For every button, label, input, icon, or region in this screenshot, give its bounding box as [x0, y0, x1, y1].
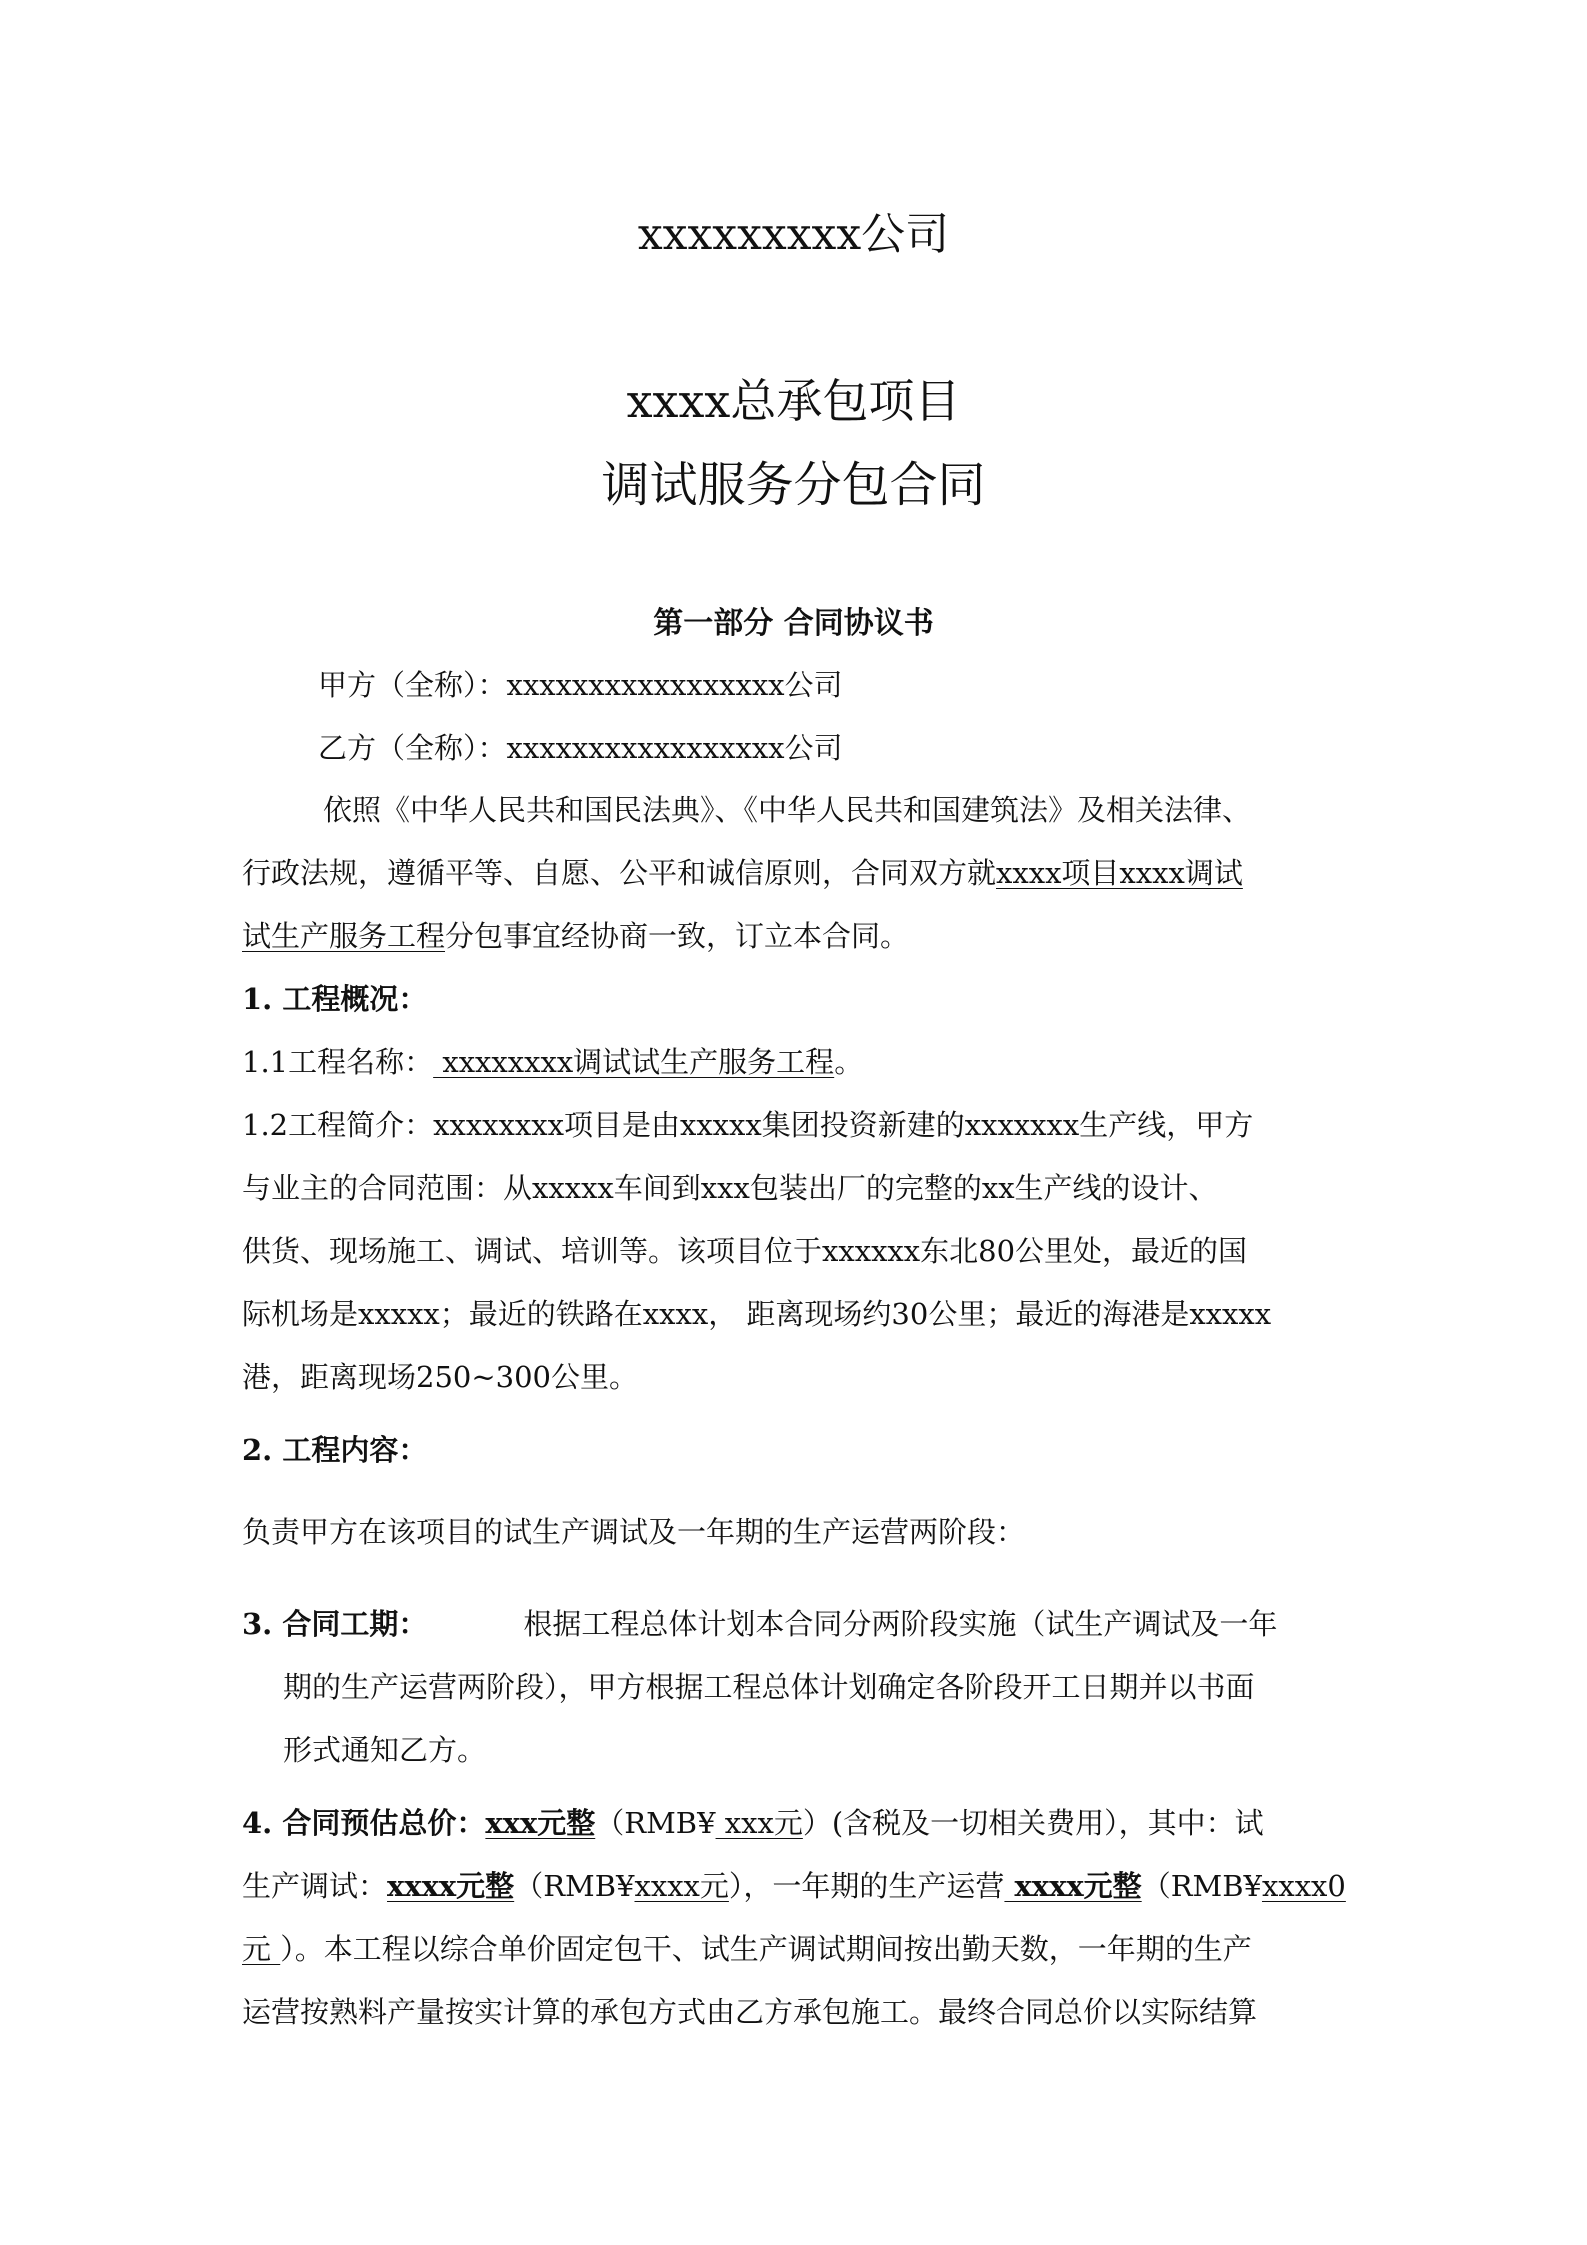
item-1-2-line: 与业主的合同范围：从xxxxx车间到xxx包装出厂的完整的xx生产线的设计、	[242, 1171, 1218, 1205]
item-1-2-line: 供货、现场施工、调试、培训等。该项目位于xxxxxx东北80公里处，最近的国	[242, 1234, 1248, 1268]
item-1-2-line: 港，距离现场250~300公里。	[242, 1360, 639, 1394]
item-1-1	[242, 1040, 863, 1084]
part-heading: 第一部分 合同协议书	[653, 606, 934, 641]
ops-price-amount: 元	[242, 1932, 281, 1966]
preamble-line-2	[242, 851, 1243, 895]
section-4-line-1	[242, 1801, 1264, 1845]
section-3-line-1	[242, 1602, 1277, 1646]
company-title: xxxxxxxxx公司	[637, 209, 950, 260]
project-name-value: xxxxxxxx调试试生产服务工程	[433, 1045, 835, 1079]
total-price-amount: xxx元	[715, 1806, 803, 1840]
section-4-line-3	[242, 1927, 1252, 1971]
party-b: 乙方（全称）：xxxxxxxxxxxxxxxxx公司	[318, 731, 843, 765]
item-1-2-line: 1.2工程简介：xxxxxxxx项目是由xxxxx集团投资新建的xxxxxxx生产线，甲方	[242, 1108, 1254, 1142]
preamble-line-3	[242, 914, 909, 958]
section-3-text: 根据工程总体计划本合同分两阶段实施（试生产调试及一年	[523, 1607, 1278, 1641]
ops-price-words: xxxx元整	[1004, 1869, 1142, 1903]
rmb-prefix: （RMB¥	[595, 1806, 716, 1840]
project-title: xxxx总承包项目	[626, 374, 961, 428]
preamble-line-1	[323, 788, 1251, 832]
section-4-line-4: 运营按熟料产量按实计算的承包方式由乙方承包施工。最终合同总价以实际结算	[242, 1995, 1258, 2029]
preamble-text: 分包事宜经协商一致，订立本合同。	[445, 919, 910, 953]
total-price-words: xxx元整	[485, 1806, 596, 1840]
section-2-heading: 2. 工程内容：	[242, 1433, 428, 1467]
section-4-text: ），一年期的生产运营	[728, 1869, 1005, 1903]
rmb-prefix: （RMB¥	[1141, 1869, 1262, 1903]
section-4-line-2	[242, 1864, 1346, 1908]
party-a: 甲方（全称）：xxxxxxxxxxxxxxxxx公司	[318, 668, 843, 702]
section-1-heading: 1. 工程概况：	[242, 982, 428, 1016]
project-name-underlined: 试生产服务工程	[242, 919, 446, 953]
trial-price-words: xxxx元整	[387, 1869, 515, 1903]
trial-price-amount: xxxx元	[634, 1869, 729, 1903]
punctuation: 。	[834, 1045, 864, 1079]
ops-price-amount: xxxx0	[1261, 1869, 1346, 1903]
section-4-text: ）(含税及一切相关费用），其中：试	[802, 1806, 1264, 1840]
section-4-text: 生产调试：	[242, 1869, 388, 1903]
project-name-underlined: xxxx项目xxxx调试	[996, 856, 1243, 890]
section-4-text: ）。本工程以综合单价固定包干、试生产调试期间按出勤天数，一年期的生产	[280, 1932, 1252, 1966]
preamble-text: 行政法规，遵循平等、自愿、公平和诚信原则，合同双方就	[242, 856, 997, 890]
rmb-prefix: （RMB¥	[514, 1869, 635, 1903]
preamble-text: 依照《中华人民共和国民法典》、《中华人民共和国建筑法》及相关法律、	[323, 793, 1252, 827]
section-3-line-2: 期的生产运营两阶段），甲方根据工程总体计划确定各阶段开工日期并以书面	[283, 1670, 1255, 1704]
item-label: 1.1工程名称：	[242, 1045, 434, 1079]
section-2-body: 负责甲方在该项目的试生产调试及一年期的生产运营两阶段：	[242, 1515, 1026, 1549]
section-3-line-3: 形式通知乙方。	[283, 1733, 487, 1767]
item-1-2-line: 际机场是xxxxx；最近的铁路在xxxx， 距离现场约30公里；最近的海港是xxxxx	[242, 1297, 1272, 1331]
section-4-heading: 4. 合同预估总价：	[242, 1806, 486, 1840]
contract-title: 调试服务分包合同	[601, 457, 986, 513]
section-3-heading: 3. 合同工期：	[242, 1607, 428, 1641]
